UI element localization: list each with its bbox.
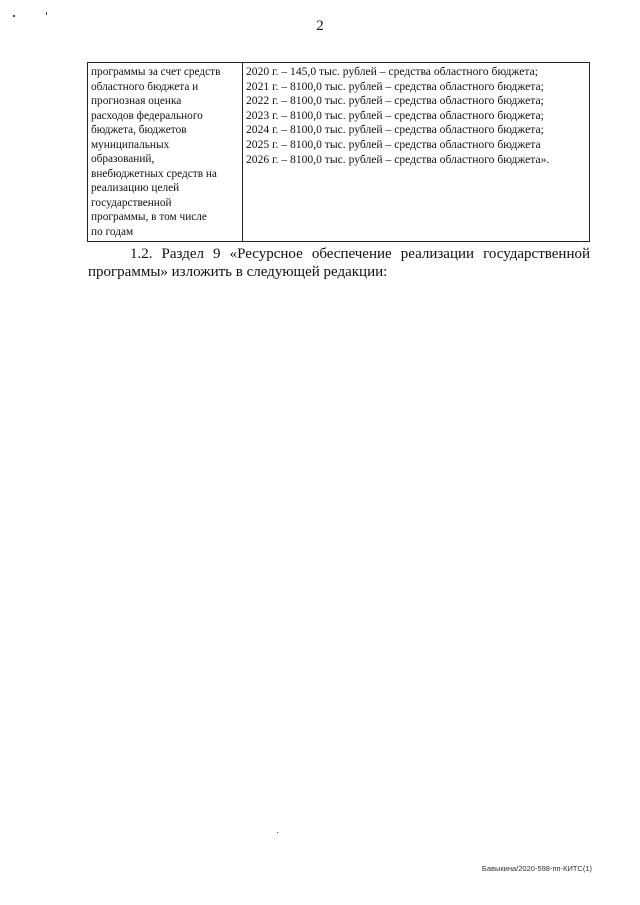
left-cell-line: расходов федерального — [91, 109, 203, 122]
scan-speck — [13, 15, 15, 17]
page-number: 2 — [316, 18, 324, 34]
budget-year-line: 2026 г. – 8100,0 тыс. рублей – средства областного бюджета». — [246, 152, 550, 166]
budget-year-line: 2022 г. – 8100,0 тыс. рублей – средства областного бюджета; — [246, 94, 544, 108]
table-right-cell — [243, 63, 589, 241]
budget-table — [87, 62, 590, 242]
budget-year-line: 2024 г. – 8100,0 тыс. рублей – средства областного бюджета; — [246, 123, 544, 137]
left-cell-line: государственной — [91, 196, 172, 209]
left-cell-line: прогнозная оценка — [91, 95, 182, 107]
left-cell-line: программы, в том числе — [91, 211, 207, 223]
left-cell-line: внебюджетных средств на — [91, 167, 217, 180]
scan-speck — [46, 12, 47, 15]
document-footer-code: Бавыкина/2020-598-пп-КИТС(1) — [481, 864, 592, 873]
budget-year-line: 2025 г. – 8100,0 тыс. рублей – средства областного бюджета — [246, 137, 541, 151]
paragraph-line: программы» изложить в следующей редакции: — [88, 263, 388, 280]
amendment-paragraph — [88, 246, 590, 281]
left-cell-line: бюджета, бюджетов — [91, 124, 187, 136]
budget-year-line: 2021 г. – 8100,0 тыс. рублей – средства областного бюджета; — [246, 79, 544, 93]
budget-year-line: 2023 г. – 8100,0 тыс. рублей – средства областного бюджета; — [246, 108, 544, 122]
scan-speck — [277, 832, 278, 833]
left-cell-line: по годам — [91, 225, 134, 238]
left-cell-line: муниципальных — [91, 138, 170, 151]
left-cell-line: программы за счет средств — [91, 66, 221, 78]
table-left-cell — [88, 63, 243, 241]
left-cell-line: областного бюджета и — [91, 80, 199, 93]
paragraph-line: 1.2. Раздел 9 «Ресурсное обеспечение реализации государственной — [130, 246, 590, 262]
left-cell-line: реализацию целей — [91, 182, 180, 194]
left-cell-line: образований, — [91, 153, 155, 165]
budget-year-line: 2020 г. – 145,0 тыс. рублей – средства областного бюджета; — [246, 65, 539, 78]
